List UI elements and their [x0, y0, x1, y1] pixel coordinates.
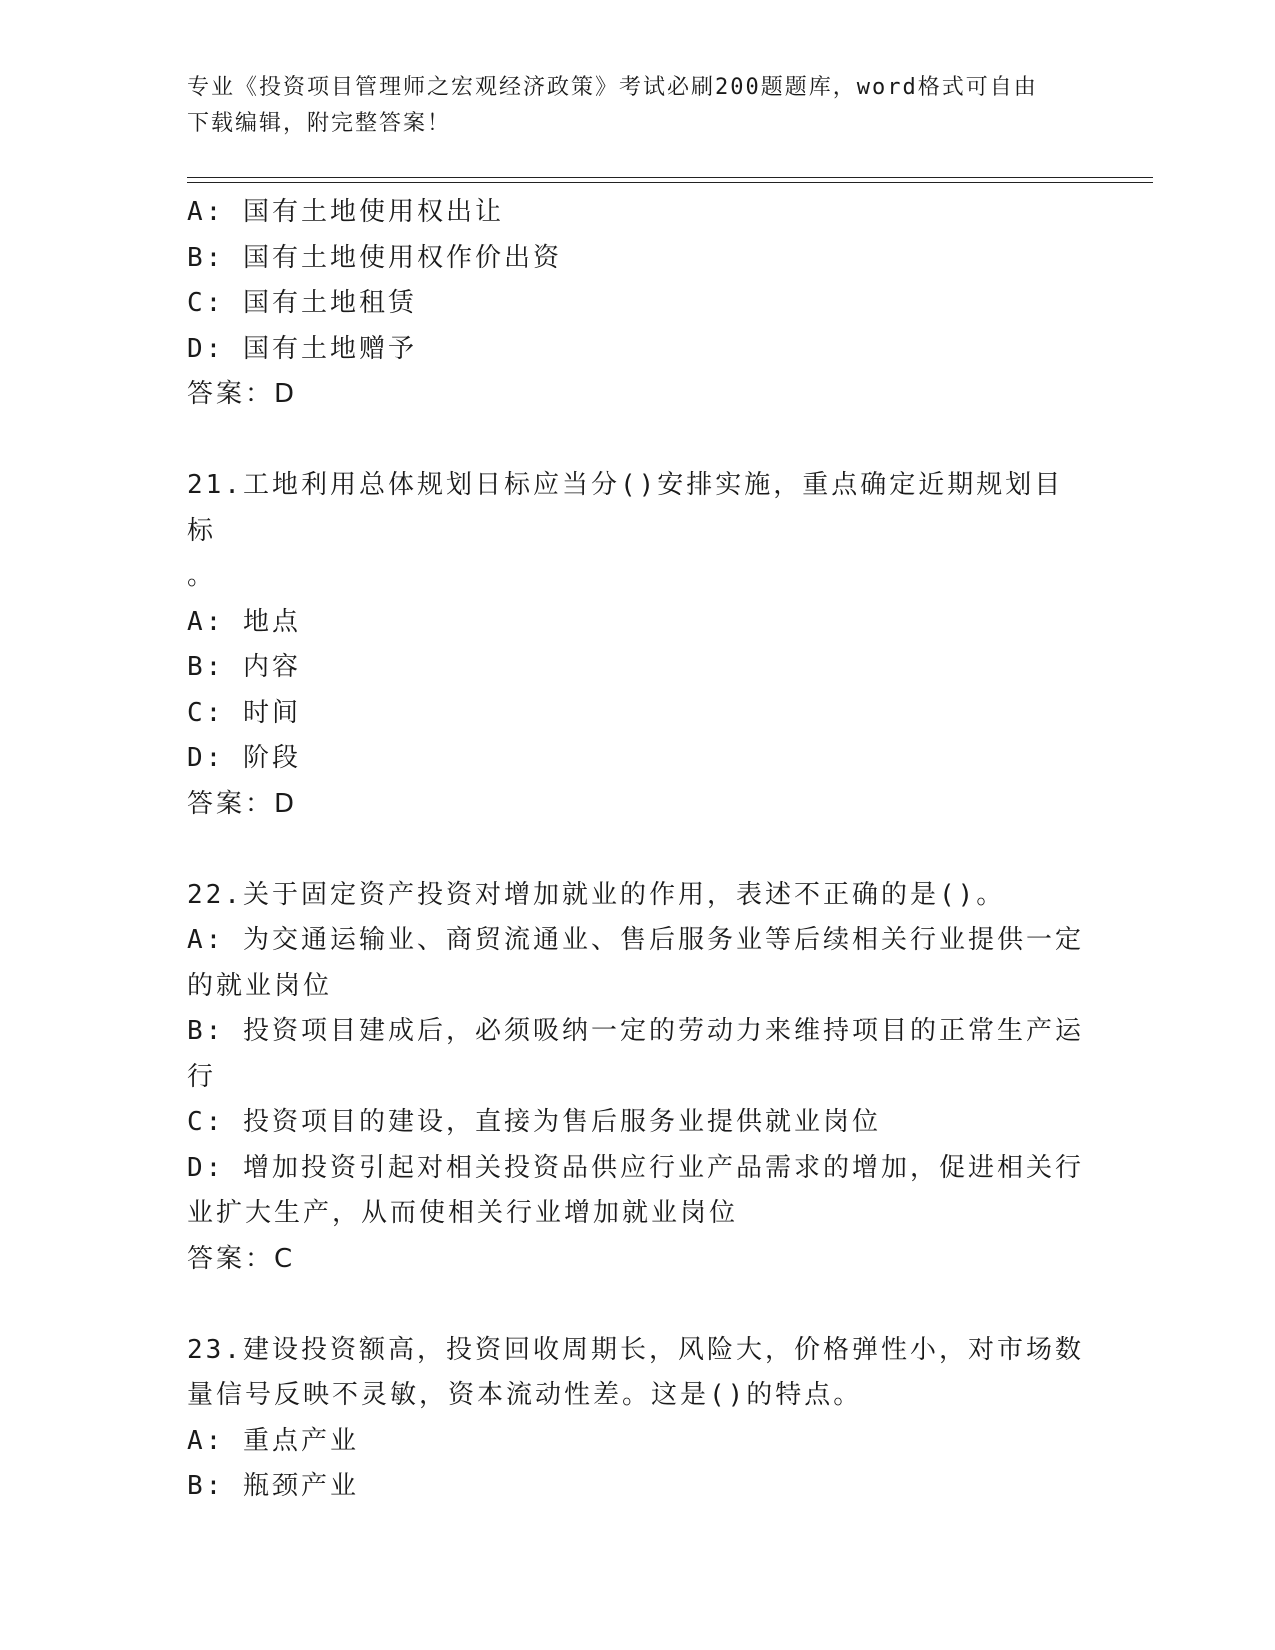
header-line-2: 下载编辑，附完整答案！: [187, 111, 452, 136]
q20-option-d: D: 国有土地赠予: [187, 333, 417, 364]
q22-option-c: C: 投资项目的建设，直接为售后服务业提供就业岗位: [187, 1107, 881, 1137]
q20-option-c: C: 国有土地租赁: [187, 288, 417, 318]
q22-option-a-line-2: 的就业岗位: [187, 970, 333, 1001]
q22-option-b-line-2: 行: [187, 1061, 217, 1092]
q21-option-b: B: 内容: [187, 652, 301, 682]
question-23: [187, 1328, 1087, 1510]
q22-stem: 22.关于固定资产投资对增加就业的作用，表述不正确的是()。: [187, 879, 1006, 910]
question-22: [187, 873, 1087, 1283]
q22-option-d-line-1: D: 增加投资引起对相关投资品供应行业产品需求的增加，促进相关行: [187, 1152, 1084, 1183]
spacer: [187, 827, 1087, 873]
q22-option-a-line-1: A: 为交通运输业、商贸流通业、售后服务业等后续相关行业提供一定: [187, 925, 1084, 955]
q20-answer: 答案：D: [187, 379, 298, 409]
q22-option-b-line-1: B: 投资项目建成后，必须吸纳一定的劳动力来维持项目的正常生产运: [187, 1016, 1084, 1046]
q21-option-c: C: 时间: [187, 697, 301, 728]
question-20: [187, 190, 1087, 418]
question-21: [187, 463, 1087, 827]
q20-option-a: A: 国有土地使用权出让: [187, 197, 504, 227]
header-line-1: 专业《投资项目管理师之宏观经济政策》考试必刷200题题库，word格式可自由: [187, 75, 1038, 100]
q23-option-b: B: 瓶颈产业: [187, 1471, 359, 1501]
q23-option-a: A: 重点产业: [187, 1425, 359, 1456]
q20-option-b: B: 国有土地使用权作价出资: [187, 242, 562, 273]
q22-option-d-line-2: 业扩大生产，从而使相关行业增加就业岗位: [187, 1198, 739, 1228]
q21-stem-line-1: 21.工地利用总体规划日标应当分()安排实施，重点确定近期规划目标: [187, 470, 1064, 546]
q21-stem-line-2: 。: [187, 561, 217, 591]
header-divider-top: [187, 177, 1153, 178]
q23-stem-line-2: 量信号反映不灵敏，资本流动性差。这是()的特点。: [187, 1380, 863, 1410]
q23-stem-line-1: 23.建设投资额高，投资回收周期长，风险大，价格弹性小，对市场数: [187, 1334, 1084, 1365]
header-divider-bottom: [187, 182, 1153, 183]
q22-answer: 答案：C: [187, 1243, 296, 1274]
q21-answer: 答案：D: [187, 788, 298, 819]
q21-option-a: A: 地点: [187, 606, 301, 637]
q21-option-d: D: 阶段: [187, 743, 301, 773]
question-list: [187, 190, 1087, 1510]
spacer: [187, 418, 1087, 464]
document-header: [187, 70, 1077, 142]
spacer: [187, 1282, 1087, 1328]
